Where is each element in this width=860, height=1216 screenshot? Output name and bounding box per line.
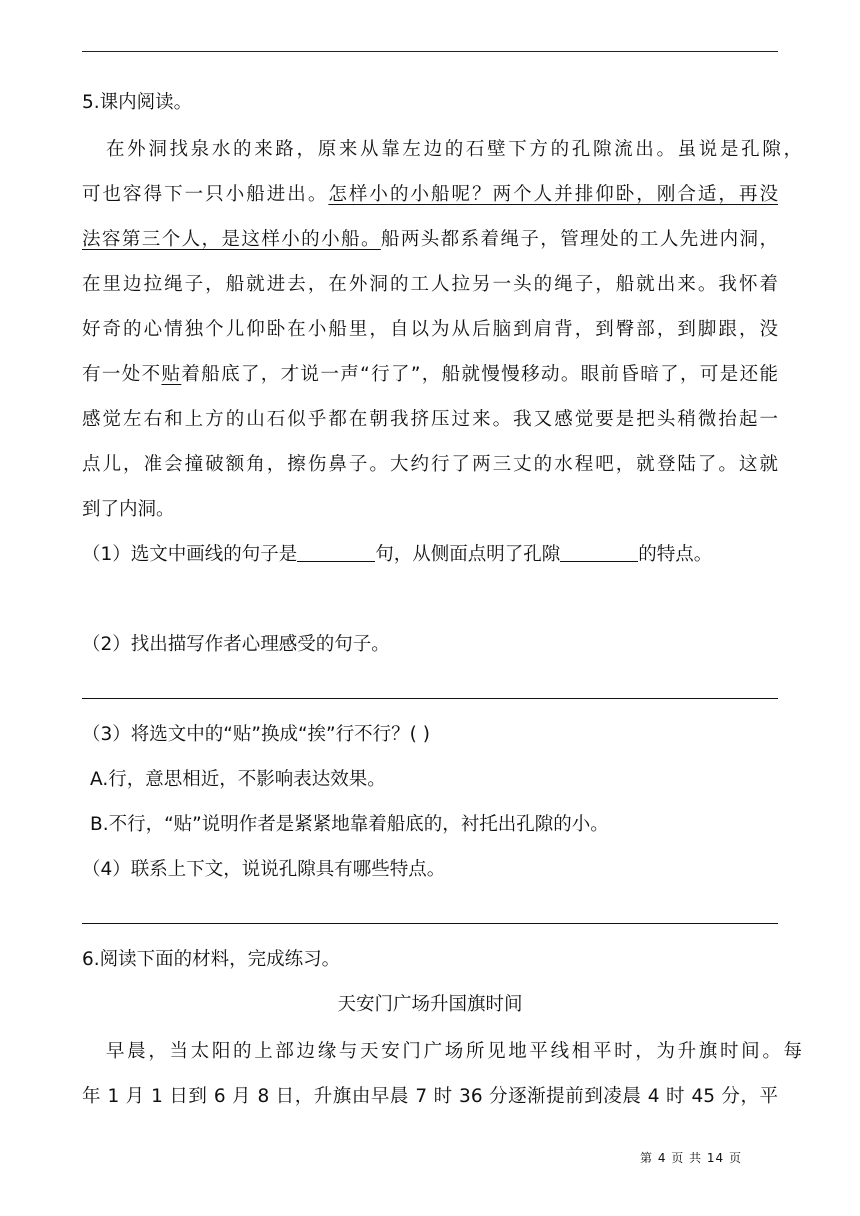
- answer-blank[interactable]: [297, 543, 375, 562]
- top-rule: [82, 51, 778, 52]
- page-number: 第 4 页 共 14 页: [640, 1151, 742, 1165]
- passage-line: [82, 180, 778, 210]
- passage-line: 在外洞找泉水的来路，原来从靠左边的石壁下方的孔隙流出。虽说是孔隙，: [106, 139, 802, 160]
- passage-text: 可也容得下一只小船进出。: [82, 184, 329, 205]
- sub-question-4: （4）联系上下文，说说孔隙具有哪些特点。: [82, 859, 446, 880]
- underlined-word: 贴: [161, 364, 182, 385]
- passage-line: 点儿，准会撞破额角，擦伤鼻子。大约行了两三丈的水程吧，就登陆了。这就: [82, 454, 778, 475]
- passage-text: 船两头都系着绳子，管理处的工人先进内洞，: [380, 229, 778, 250]
- passage-text: 着船底了，才说一声“行了”，船就慢慢移动。眼前昏暗了，可是还能: [181, 364, 778, 385]
- material-line: 年 1 月 1 日到 6 月 8 日，升旗由早晨 7 时 36 分逐渐提前到凌晨 4 时 45 分，平: [82, 1086, 778, 1107]
- question-6-heading: 6.阅读下面的材料，完成练习。: [82, 949, 341, 970]
- sub-question-2: （2）找出描写作者心理感受的句子。: [82, 634, 390, 655]
- material-line: 早晨，当太阳的上部边缘与天安门广场所见地平线相平时，为升旗时间。每: [106, 1041, 802, 1062]
- answer-line[interactable]: [82, 923, 778, 924]
- sub-question-1: [82, 540, 778, 570]
- option-b[interactable]: B.不行，“贴”说明作者是紧紧地靠着船底的，衬托出孔隙的小。: [90, 814, 609, 835]
- question-5-heading: 5.课内阅读。: [82, 92, 193, 113]
- passage-text: 有一处不: [82, 364, 162, 385]
- underlined-sentence: 怎样小的小船呢？两个人并排仰卧，刚合适，再没: [328, 184, 778, 205]
- sub-question-text: 句，从侧面点明了孔隙: [375, 544, 561, 565]
- passage-line: [82, 225, 778, 255]
- sub-question-text: （1）选文中画线的句子是: [82, 544, 298, 565]
- passage-line: 到了内洞。: [82, 499, 175, 520]
- passage-line: 好奇的心情独个儿仰卧在小船里，自以为从后脑到肩背，到臀部，到脚跟，没: [82, 319, 778, 340]
- passage-line: 感觉左右和上方的山石似乎都在朝我挤压过来。我又感觉要是把头稍微抬起一: [82, 409, 778, 430]
- sub-question-3: （3）将选文中的“贴”换成“挨”行不行？( ): [82, 724, 430, 745]
- underlined-sentence: 法容第三个人，是这样小的小船。: [82, 229, 381, 250]
- passage-line: [82, 360, 778, 390]
- answer-line[interactable]: [82, 698, 778, 699]
- sub-question-text: 的特点。: [638, 544, 713, 565]
- option-a[interactable]: A.行，意思相近，不影响表达效果。: [90, 769, 386, 790]
- material-title: 天安门广场升国旗时间: [337, 994, 523, 1015]
- answer-blank[interactable]: [560, 543, 638, 562]
- passage-line: 在里边拉绳子，船就进去，在外洞的工人拉另一头的绳子，船就出来。我怀着: [82, 274, 778, 295]
